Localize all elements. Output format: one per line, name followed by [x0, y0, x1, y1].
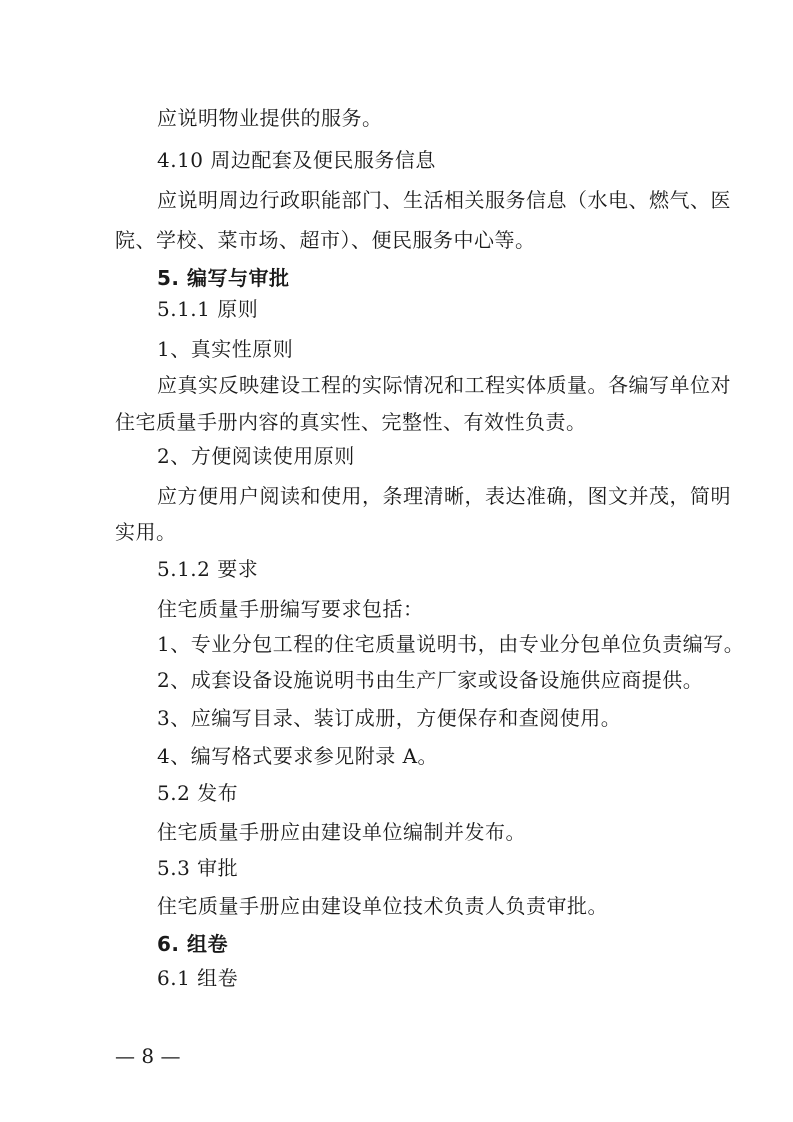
- paragraph-readability-line1: 应方便用户阅读和使用，条理清晰，表达准确，图文并茂，简明: [157, 484, 731, 508]
- section-5-2-heading: 5.2 发布: [157, 781, 239, 805]
- section-5-1-2-heading: 5.1.2 要求: [157, 557, 259, 581]
- paragraph-authenticity-line1: 应真实反映建设工程的实际情况和工程实体质量。各编写单位对: [157, 373, 731, 397]
- principle-2-heading: 2、方便阅读使用原则: [157, 444, 355, 468]
- paragraph-property-services: 应说明物业提供的服务。: [157, 106, 383, 130]
- principle-1-heading: 1、真实性原则: [157, 337, 294, 361]
- section-5-1-1-heading: 5.1.1 原则: [157, 297, 259, 321]
- paragraph-readability-line2: 实用。: [115, 520, 177, 544]
- paragraph-approval: 住宅质量手册应由建设单位技术负责人负责审批。: [157, 894, 608, 918]
- page-number: — 8 —: [115, 1044, 181, 1068]
- paragraph-requirements-intro: 住宅质量手册编写要求包括：: [157, 597, 424, 621]
- requirement-item-4: 4、编写格式要求参见附录 A。: [157, 744, 439, 768]
- paragraph-surrounding-info-line1: 应说明周边行政职能部门、生活相关服务信息（水电、燃气、医: [157, 188, 731, 212]
- section-5-heading: 5. 编写与审批: [157, 266, 290, 290]
- paragraph-surrounding-info-line2: 院、学校、菜市场、超市）、便民服务中心等。: [115, 228, 536, 252]
- requirement-item-1: 1、专业分包工程的住宅质量说明书，由专业分包单位负责编写。: [157, 632, 745, 656]
- paragraph-authenticity-line2: 住宅质量手册内容的真实性、完整性、有效性负责。: [115, 410, 587, 434]
- paragraph-publish: 住宅质量手册应由建设单位编制并发布。: [157, 820, 526, 844]
- section-5-3-heading: 5.3 审批: [157, 856, 239, 880]
- requirement-item-3: 3、应编写目录、装订成册，方便保存和查阅使用。: [157, 706, 622, 730]
- requirement-item-2: 2、成套设备设施说明书由生产厂家或设备设施供应商提供。: [157, 668, 704, 692]
- section-6-heading: 6. 组卷: [157, 932, 228, 956]
- section-6-1-heading: 6.1 组卷: [157, 966, 239, 990]
- section-4-10-heading: 4.10 周边配套及便民服务信息: [157, 148, 436, 172]
